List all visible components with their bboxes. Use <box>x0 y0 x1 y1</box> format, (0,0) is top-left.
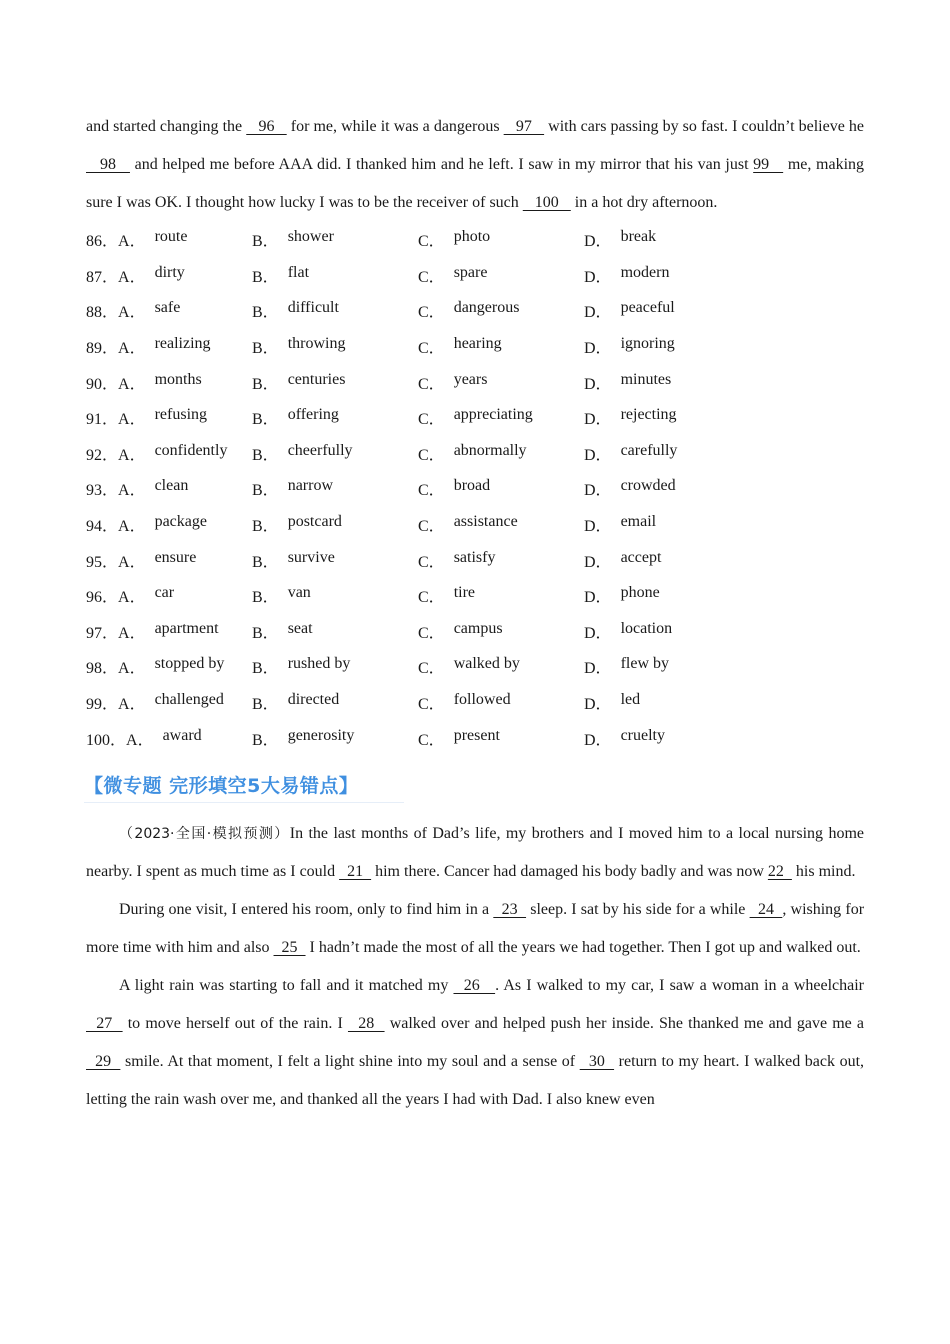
question-number: 89． <box>86 340 119 358</box>
option-a <box>86 477 252 500</box>
option-letter: A． <box>118 233 146 251</box>
option-text: postcard <box>287 513 342 531</box>
option-letter: D． <box>584 375 612 393</box>
option-a <box>86 335 252 358</box>
option-letter: A． <box>118 446 146 464</box>
option-text: campus <box>453 619 503 637</box>
question-row <box>86 542 864 578</box>
option-d <box>584 727 750 750</box>
option-letter: D． <box>584 411 612 429</box>
answer-blank: 25 <box>273 938 306 956</box>
option-letter: C． <box>418 553 445 571</box>
option-b <box>252 442 418 465</box>
option-letter: C． <box>418 375 445 393</box>
question-row <box>86 329 864 365</box>
option-text: location <box>620 619 673 637</box>
option-letter: D． <box>584 696 612 714</box>
option-b <box>252 620 418 643</box>
answer-blank: 28 <box>347 1014 385 1032</box>
option-d <box>584 264 750 287</box>
option-d <box>584 549 750 572</box>
option-text: abnormally <box>453 441 527 459</box>
option-text: realizing <box>154 335 211 353</box>
option-c <box>418 406 584 429</box>
answer-blank: 24 <box>749 900 783 918</box>
option-letter: A． <box>118 482 146 500</box>
option-text: challenged <box>154 691 224 709</box>
question-row <box>86 507 864 543</box>
option-letter: A． <box>118 340 146 358</box>
question-row <box>86 293 864 329</box>
option-letter: D． <box>584 518 612 536</box>
option-letter: C． <box>418 411 445 429</box>
option-text: safe <box>154 299 181 317</box>
option-text: cruelty <box>620 726 665 744</box>
option-letter: D． <box>584 589 612 607</box>
question-number: 86． <box>86 233 119 251</box>
option-a <box>86 299 252 322</box>
question-number: 95． <box>86 553 119 571</box>
question-number: 88． <box>86 304 119 322</box>
option-b <box>252 727 418 750</box>
option-a <box>86 513 252 536</box>
option-text: cheerfully <box>287 441 353 459</box>
question-number: 98． <box>86 660 119 678</box>
option-d <box>584 442 750 465</box>
passage-paragraph: （2023·全国·模拟预测）In the last months of Dad’s life, my brothers and I moved him to a local nursing home nearby. I spent as much time as I could 21 him there. Cancer had damaged his body badly and was now 22 his mind. <box>86 824 864 880</box>
option-text: difficult <box>287 299 339 317</box>
option-letter: A． <box>118 268 146 286</box>
option-letter: C． <box>418 268 445 286</box>
option-b <box>252 371 418 394</box>
option-d <box>584 655 750 678</box>
option-text: directed <box>287 691 340 709</box>
option-text: flat <box>287 263 310 281</box>
question-number: 94． <box>86 518 119 536</box>
option-letter: B． <box>252 553 279 571</box>
option-letter: A． <box>118 660 146 678</box>
option-c <box>418 691 584 714</box>
option-text: shower <box>287 228 334 246</box>
option-text: narrow <box>287 477 333 495</box>
question-row <box>86 222 864 258</box>
option-letter: B． <box>252 482 279 500</box>
option-letter: C． <box>418 446 445 464</box>
option-d <box>584 691 750 714</box>
option-letter: B． <box>252 340 279 358</box>
option-text: dirty <box>154 263 185 281</box>
option-text: award <box>162 726 202 744</box>
option-text: assistance <box>453 513 518 531</box>
option-c <box>418 299 584 322</box>
option-letter: C． <box>418 660 445 678</box>
option-letter: A． <box>118 553 146 571</box>
option-text: refusing <box>154 406 208 424</box>
option-letter: A． <box>118 411 146 429</box>
answer-blank: 100 <box>522 194 571 211</box>
option-letter: C． <box>418 304 445 322</box>
option-letter: C． <box>418 482 445 500</box>
option-text: present <box>453 726 500 744</box>
question-row <box>86 614 864 650</box>
option-letter: B． <box>252 660 279 678</box>
question-row <box>86 436 864 472</box>
question-number: 97． <box>86 624 119 642</box>
answer-blank: 22 <box>767 862 792 880</box>
option-text: survive <box>287 548 335 566</box>
option-letter: C． <box>418 518 445 536</box>
option-text: offering <box>287 406 339 424</box>
option-letter: D． <box>584 304 612 322</box>
option-d <box>584 371 750 394</box>
option-letter: B． <box>252 268 279 286</box>
option-text: rushed by <box>287 655 351 673</box>
option-text: break <box>620 228 657 246</box>
option-letter: B． <box>252 696 279 714</box>
question-number: 90． <box>86 375 119 393</box>
option-letter: D． <box>584 553 612 571</box>
question-row <box>86 364 864 400</box>
option-text: route <box>154 228 188 246</box>
option-letter: C． <box>418 624 445 642</box>
option-letter: D． <box>584 624 612 642</box>
question-row <box>86 578 864 614</box>
option-b <box>252 691 418 714</box>
option-b <box>252 228 418 251</box>
option-letter: B． <box>252 731 279 749</box>
option-c <box>418 513 584 536</box>
passage-paragraph: During one visit, I entered his room, only to find him in a 23 sleep. I sat by his side for a while 24 , wishing for more time with him and also 25 I hadn’t made the most of all the years we had together. Then I got up and walked out. <box>86 900 865 956</box>
option-letter: D． <box>584 340 612 358</box>
option-text: rejecting <box>620 406 677 424</box>
option-letter: D． <box>584 731 612 749</box>
option-letter: C． <box>418 731 445 749</box>
option-b <box>252 299 418 322</box>
option-b <box>252 655 418 678</box>
option-letter: C． <box>418 233 445 251</box>
option-text: throwing <box>287 335 346 353</box>
option-text: dangerous <box>453 299 520 317</box>
question-number: 99． <box>86 696 119 714</box>
question-number: 87． <box>86 268 119 286</box>
option-a <box>86 584 252 607</box>
passage-bottom <box>86 815 864 1119</box>
option-letter: A． <box>118 304 146 322</box>
option-text: followed <box>453 691 511 709</box>
answer-blank: 27 <box>86 1014 123 1032</box>
option-d <box>584 228 750 251</box>
option-letter: A． <box>118 375 146 393</box>
option-text: ignoring <box>620 335 675 353</box>
option-d <box>584 335 750 358</box>
passage-paragraph: A light rain was starting to fall and it matched my 26 . As I walked to my car, I saw a woman in a wheelchair 27 to move herself out of the rain. I 28 walked over and helped push her inside. She thanked me and gave me a 29 smile. At that moment, I felt a light shine into my soul and a sense of 30 return to my heart. I walked back out, letting the rain wash over me, and thanked all the years I had with Dad. I also knew even <box>86 976 865 1108</box>
option-text: car <box>154 584 175 602</box>
option-text: led <box>620 691 641 709</box>
option-text: peaceful <box>620 299 675 317</box>
passage-top: and started changing the 96 for me, while it was a dangerous 97 with cars passing by so fast. I couldn’t believe he 98 and helped me before AAA did. I thanked him and he left. I saw in my mirror that his van just 99 me, making sure I was OK. I thought how lucky I was to be the receiver of such 100 in a hot dry afternoon. <box>86 118 865 211</box>
question-number: 100． <box>86 731 127 749</box>
option-c <box>418 620 584 643</box>
option-letter: A． <box>118 624 146 642</box>
option-letter: B． <box>252 233 279 251</box>
question-row <box>86 649 864 685</box>
option-text: walked by <box>453 655 520 673</box>
option-letter: B． <box>252 375 279 393</box>
option-b <box>252 406 418 429</box>
option-b <box>252 513 418 536</box>
option-b <box>252 584 418 607</box>
option-text: package <box>154 513 207 531</box>
option-text: spare <box>453 263 488 281</box>
option-letter: D． <box>584 233 612 251</box>
option-text: apartment <box>154 619 219 637</box>
option-c <box>418 549 584 572</box>
option-text: hearing <box>453 335 502 353</box>
option-a <box>86 727 252 750</box>
option-text: stopped by <box>154 655 225 673</box>
option-b <box>252 335 418 358</box>
option-d <box>584 406 750 429</box>
answer-blank: 21 <box>339 862 372 880</box>
option-letter: B． <box>252 624 279 642</box>
option-c <box>418 264 584 287</box>
option-letter: A． <box>118 589 146 607</box>
answer-blank: 97 <box>503 118 545 135</box>
option-a <box>86 655 252 678</box>
option-a <box>86 228 252 251</box>
option-a <box>86 620 252 643</box>
option-text: satisfy <box>453 548 496 566</box>
answer-blank: 26 <box>453 976 496 994</box>
option-text: email <box>620 513 657 531</box>
option-c <box>418 584 584 607</box>
option-letter: D． <box>584 482 612 500</box>
question-row <box>86 685 864 721</box>
question-row <box>86 471 864 507</box>
answer-blank: 96 <box>246 118 287 135</box>
option-text: crowded <box>620 477 676 495</box>
option-letter: B． <box>252 518 279 536</box>
option-d <box>584 584 750 607</box>
answer-blank: 29 <box>86 1052 121 1070</box>
option-text: phone <box>620 584 660 602</box>
option-text: photo <box>453 228 491 246</box>
option-d <box>584 299 750 322</box>
question-number: 92． <box>86 446 119 464</box>
option-text: broad <box>453 477 491 495</box>
option-text: van <box>287 584 311 602</box>
option-a <box>86 264 252 287</box>
option-letter: C． <box>418 589 445 607</box>
option-text: appreciating <box>453 406 533 424</box>
option-text: months <box>154 370 202 388</box>
option-letter: A． <box>118 518 146 536</box>
option-letter: B． <box>252 446 279 464</box>
option-text: carefully <box>620 441 678 459</box>
option-c <box>418 655 584 678</box>
answer-blank: 99 <box>753 156 784 173</box>
option-letter: D． <box>584 446 612 464</box>
option-text: minutes <box>620 370 672 388</box>
option-a <box>86 691 252 714</box>
option-letter: D． <box>584 660 612 678</box>
option-d <box>584 477 750 500</box>
option-text: flew by <box>620 655 669 673</box>
question-number: 93． <box>86 482 119 500</box>
option-c <box>418 335 584 358</box>
option-letter: C． <box>418 696 445 714</box>
answer-blank: 98 <box>86 156 130 173</box>
question-row <box>86 400 864 436</box>
option-letter: A． <box>118 696 146 714</box>
option-b <box>252 477 418 500</box>
option-letter: B． <box>252 589 279 607</box>
option-text: confidently <box>154 441 228 459</box>
option-letter: C． <box>418 340 445 358</box>
option-a <box>86 442 252 465</box>
option-d <box>584 620 750 643</box>
option-text: centuries <box>287 370 346 388</box>
option-letter: B． <box>252 411 279 429</box>
option-c <box>418 442 584 465</box>
option-d <box>584 513 750 536</box>
options-list <box>86 222 864 756</box>
source-label: （2023·全国·模拟预测） <box>119 825 290 842</box>
option-text: generosity <box>287 726 355 744</box>
option-letter: B． <box>252 304 279 322</box>
question-number: 91． <box>86 411 119 429</box>
option-c <box>418 371 584 394</box>
option-a <box>86 549 252 572</box>
option-text: seat <box>287 619 313 637</box>
option-letter: D． <box>584 268 612 286</box>
option-b <box>252 264 418 287</box>
option-text: years <box>453 370 488 388</box>
option-c <box>418 228 584 251</box>
option-text: tire <box>453 584 476 602</box>
option-c <box>418 727 584 750</box>
option-text: clean <box>154 477 189 495</box>
option-text: accept <box>620 548 662 566</box>
option-letter: A． <box>126 731 154 749</box>
option-text: modern <box>620 263 670 281</box>
question-row <box>86 258 864 294</box>
question-row <box>86 720 864 756</box>
option-a <box>86 406 252 429</box>
answer-blank: 30 <box>579 1052 615 1070</box>
option-b <box>252 549 418 572</box>
question-number: 96． <box>86 589 119 607</box>
answer-blank: 23 <box>493 900 527 918</box>
option-c <box>418 477 584 500</box>
document-page <box>86 108 864 1119</box>
option-text: ensure <box>154 548 197 566</box>
section-heading: 【微专题 完形填空5大易错点】 <box>84 768 404 803</box>
option-a <box>86 371 252 394</box>
